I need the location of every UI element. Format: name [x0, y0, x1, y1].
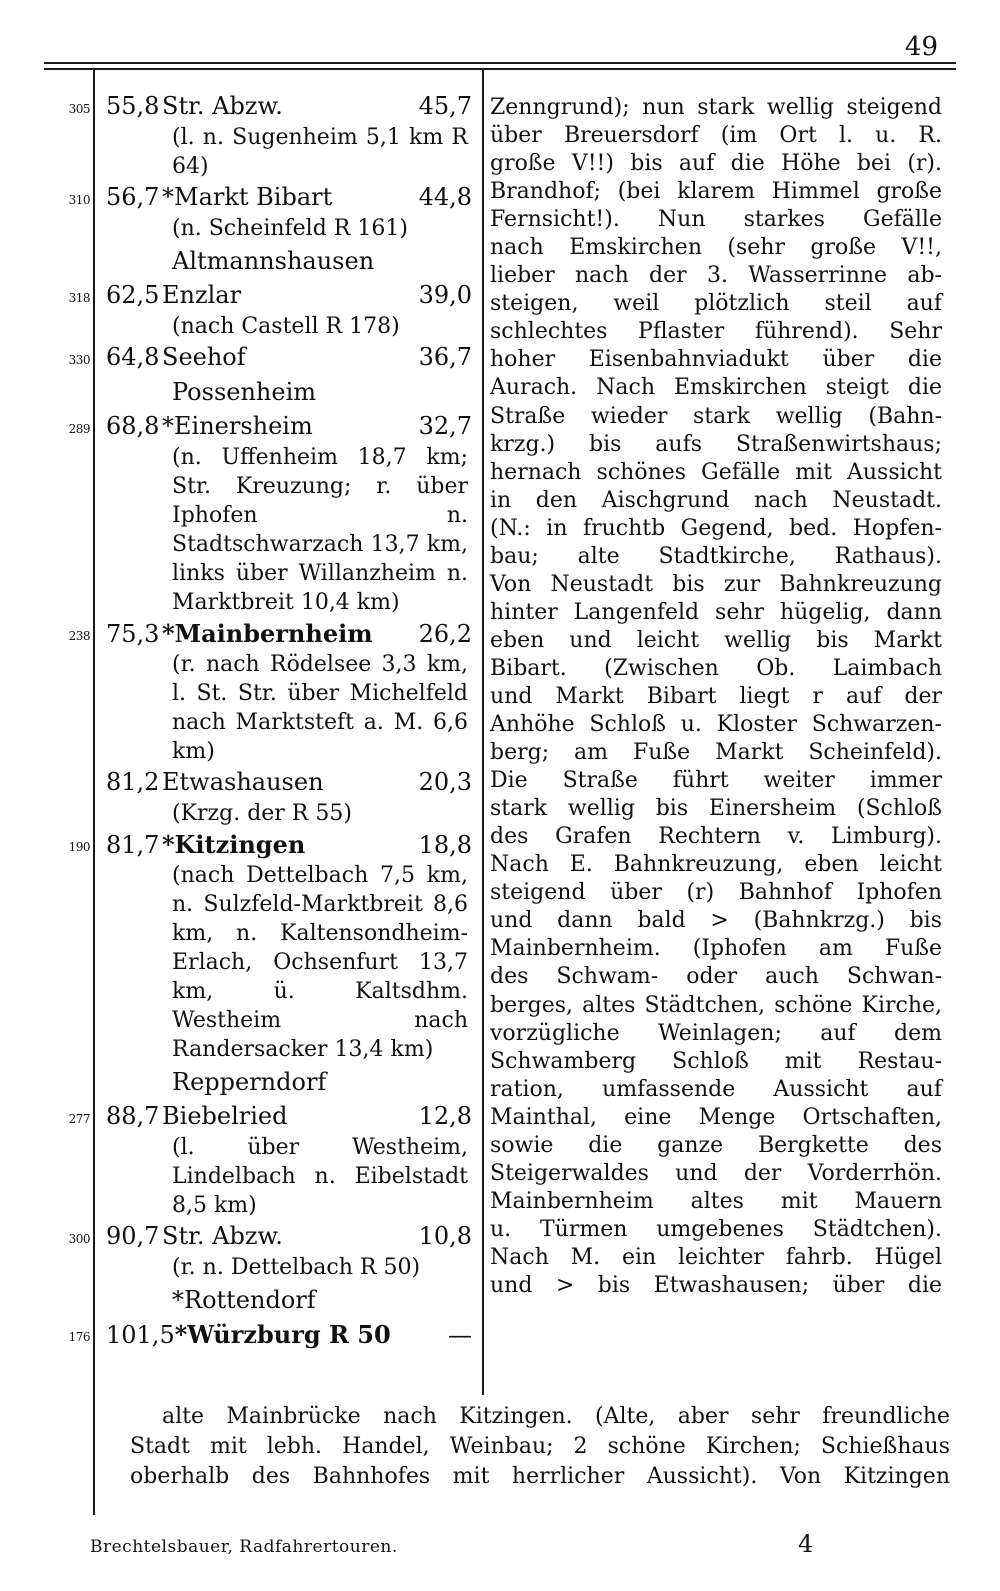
stage-remaining-distance: 45,7	[418, 92, 472, 120]
description-line: hinter Langenfeld sehr hügelig, dann	[490, 599, 942, 625]
stage-notes: (r. nach Rödelsee 3,3 km, l. St. Str. über Michelfeld nach Marktsteft a. M. 6,6 km)	[172, 652, 468, 764]
stage-remaining-distance: 44,8	[418, 183, 472, 211]
stage-distance: 62,5	[106, 281, 160, 309]
description-line: große V!!) bis auf die Höhe bei (r).	[490, 151, 942, 177]
description-line: lieber nach der 3. Wasserrinne ab-	[490, 263, 942, 289]
description-line: steigend über (r) Bahnhof Iphofen	[490, 880, 942, 906]
footer-book-title: Brechtelsbauer, Radfahrertouren.	[90, 1537, 398, 1557]
description-line: über Breuersdorf (im Ort l. u. R.	[490, 123, 942, 149]
column-divider-rule	[482, 70, 484, 1395]
description-line: (N.: in fruchtb Gegend, bed. Hopfen-	[490, 515, 942, 541]
description-line: Schwamberg Schloß mit Restau-	[490, 1048, 942, 1074]
stage-distance: 75,3	[106, 620, 160, 648]
stage-notes: (r. n. Dettelbach R 50)	[172, 1255, 421, 1280]
stage-distance: 68,8	[106, 412, 160, 440]
stage-place: *Einersheim	[162, 412, 313, 440]
description-line: Steigerwaldes und der Vorderrhön.	[490, 1160, 942, 1186]
route-stage	[0, 1100, 482, 1220]
stage-altitude: 318	[68, 291, 90, 305]
stage-distance: 81,2	[106, 768, 160, 796]
stage-notes: (nach Dettelbach 7,5 km, n. Sulzfeld-Marktbreit 8,6 km, n. Kaltensondheim-Erlach, Ochsenfurt 13,7 km, ü. Kaltsdhm. Westheim nach Randersacker 13,4 km)	[172, 863, 468, 1062]
description-line: Nach M. ein leichter fahrb. Hügel	[490, 1244, 942, 1270]
description-line: und > bis Etwashausen; über die	[490, 1272, 942, 1298]
stage-place: Seehof	[162, 343, 246, 371]
description-line: Bibart. (Zwischen Ob. Laimbach	[490, 655, 942, 681]
stage-altitude: 310	[68, 193, 90, 207]
stage-distance: 88,7	[106, 1102, 160, 1130]
route-stage	[0, 279, 482, 341]
description-line: Zenngrund); nun stark wellig steigend	[490, 95, 942, 120]
stage-remaining-distance: 12,8	[418, 1102, 472, 1130]
stage-place: Str. Abzw.	[162, 1222, 283, 1250]
description-line: Fernsicht!). Nun starkes Gefälle	[490, 207, 942, 233]
description-line: Anhöhe Schloß u. Kloster Schwarzen-	[490, 712, 942, 738]
description-line: hoher Eisenbahnviadukt über die	[490, 347, 942, 373]
route-stage	[0, 341, 482, 410]
description-line: krzg.) bis aufs Straßenwirtshaus;	[490, 431, 942, 457]
stage-notes: (Krzg. der R 55)	[172, 801, 352, 826]
stage-remaining-distance: 32,7	[418, 412, 472, 440]
stage-intermediate-place: *Rottendorf	[172, 1286, 316, 1314]
stage-place: *Markt Bibart	[162, 183, 333, 211]
description-line: stark wellig bis Einersheim (Schloß	[490, 796, 942, 822]
description-line: Von Neustadt bis zur Bahnkreuzung	[490, 571, 942, 597]
stage-notes: (l. über Westheim, Lindelbach n. Eibelstadt 8,5 km)	[172, 1135, 468, 1218]
stage-altitude: 289	[68, 422, 90, 436]
route-stage	[0, 617, 482, 766]
stage-altitude: 277	[68, 1112, 90, 1126]
stage-altitude: 238	[68, 629, 90, 643]
stage-altitude: 300	[68, 1232, 90, 1246]
description-line: und Markt Bibart liegt r auf der	[490, 683, 942, 709]
stage-distance: 64,8	[106, 343, 160, 371]
description-line: Die Straße führt weiter immer	[490, 768, 942, 794]
route-table	[0, 90, 482, 1351]
stage-place: Etwashausen	[162, 768, 324, 796]
description-line: vorzügliche Weinlagen; auf dem	[490, 1020, 942, 1046]
continuation-line: oberhalb des Bahnhofes mit herrlicher Aussicht). Von Kitzingen	[130, 1464, 950, 1489]
description-line: Mainbernheim. (Iphofen am Fuße	[490, 936, 942, 962]
stage-notes: (l. n. Sugenheim 5,1 km R 64)	[172, 125, 468, 179]
stage-place: Enzlar	[162, 281, 242, 309]
route-stage	[0, 766, 482, 828]
description-line: Brandhof; (bei klarem Himmel große	[490, 179, 942, 205]
stage-remaining-distance: 18,8	[418, 831, 472, 859]
page-number: 49	[904, 32, 938, 62]
stage-remaining-distance: 36,7	[418, 343, 472, 371]
description-line: ration, umfassende Aussicht auf	[490, 1076, 942, 1102]
description-line: u. Türmen umgebenes Städtchen).	[490, 1216, 942, 1242]
footer-signature-mark: 4	[798, 1530, 814, 1558]
stage-intermediate-place: Repperndorf	[172, 1068, 327, 1096]
stage-notes: (nach Castell R 178)	[172, 314, 400, 339]
header-rule-top	[44, 62, 956, 64]
description-line: Mainbernheim altes mit Mauern	[490, 1188, 942, 1214]
stage-notes: (n. Scheinfeld R 161)	[172, 216, 408, 241]
stage-place: *Mainbernheim	[162, 619, 373, 648]
description-line: eben und leicht wellig bis Markt	[490, 627, 942, 653]
stage-place: Str. Abzw.	[162, 92, 283, 120]
stage-distance: 56,7	[106, 183, 160, 211]
stage-place: *Würzburg R 50	[174, 1320, 391, 1349]
stage-altitude: 176	[68, 1330, 90, 1344]
header-rule-bottom	[44, 68, 956, 70]
description-line: berg; am Fuße Markt Scheinfeld).	[490, 740, 942, 766]
stage-header	[0, 766, 482, 799]
description-line: bau; alte Stadtkirche, Rathaus).	[490, 543, 942, 569]
description-line: steigen, weil plötzlich steil auf	[490, 291, 942, 317]
description-line: hernach schönes Gefälle mit Aussicht	[490, 459, 942, 485]
description-line: Aurach. Nach Emskirchen steigt die	[490, 375, 942, 401]
stage-distance: 101,5	[106, 1321, 175, 1349]
description-line: des Schwam- oder auch Schwan-	[490, 964, 942, 990]
stage-remaining-distance: 39,0	[418, 281, 472, 309]
description-line: schlechtes Pflaster führend). Sehr	[490, 319, 942, 345]
route-description	[490, 94, 942, 1300]
stage-intermediate-place: Possenheim	[172, 378, 317, 406]
stage-place: Biebelried	[162, 1102, 288, 1130]
description-line: nach Emskirchen (sehr große V!!,	[490, 235, 942, 261]
stage-distance: 55,8	[106, 92, 160, 120]
stage-distance: 90,7	[106, 1222, 160, 1250]
description-line: des Grafen Rechtern v. Limburg).	[490, 824, 942, 850]
description-line: und dann bald > (Bahnkrzg.) bis	[490, 908, 942, 934]
stage-remaining-distance: 20,3	[418, 768, 472, 796]
route-stage	[0, 828, 482, 1100]
stage-altitude: 190	[68, 840, 90, 854]
stage-remaining-distance: 26,2	[418, 620, 472, 648]
stage-remaining-distance: —	[448, 1321, 472, 1349]
stage-place: *Kitzingen	[162, 830, 306, 859]
continuation-line: alte Mainbrücke nach Kitzingen. (Alte, aber sehr freundliche	[162, 1404, 950, 1429]
description-line: Straße wieder stark wellig (Bahn-	[490, 403, 942, 429]
route-stage	[0, 1318, 482, 1351]
description-line: in den Aischgrund nach Neustadt.	[490, 487, 942, 513]
stage-distance: 81,7	[106, 831, 160, 859]
stage-remaining-distance: 10,8	[418, 1222, 472, 1250]
description-line: berges, altes Städtchen, schöne Kirche,	[490, 992, 942, 1018]
description-line: Nach E. Bahnkreuzung, eben leicht	[490, 852, 942, 878]
continuation-line: Stadt mit lebh. Handel, Weinbau; 2 schöne Kirchen; Schießhaus	[130, 1434, 950, 1459]
description-line: sowie die ganze Bergkette des	[490, 1132, 942, 1158]
stage-altitude: 330	[68, 353, 90, 367]
route-stage	[0, 181, 482, 279]
stage-altitude: 305	[68, 102, 90, 116]
route-stage	[0, 90, 482, 181]
continuation-text	[130, 1402, 950, 1492]
description-line: Mainthal, eine Menge Ortschaften,	[490, 1104, 942, 1130]
route-stage	[0, 1220, 482, 1318]
stage-notes: (n. Uffenheim 18,7 km; Str. Kreuzung; r. über Iphofen n. Stadtschwarzach 13,7 km, links über Willanzheim n. Marktbreit 10,4 km)	[172, 445, 468, 615]
stage-intermediate-place: Altmannshausen	[172, 247, 375, 275]
route-stage	[0, 410, 482, 617]
